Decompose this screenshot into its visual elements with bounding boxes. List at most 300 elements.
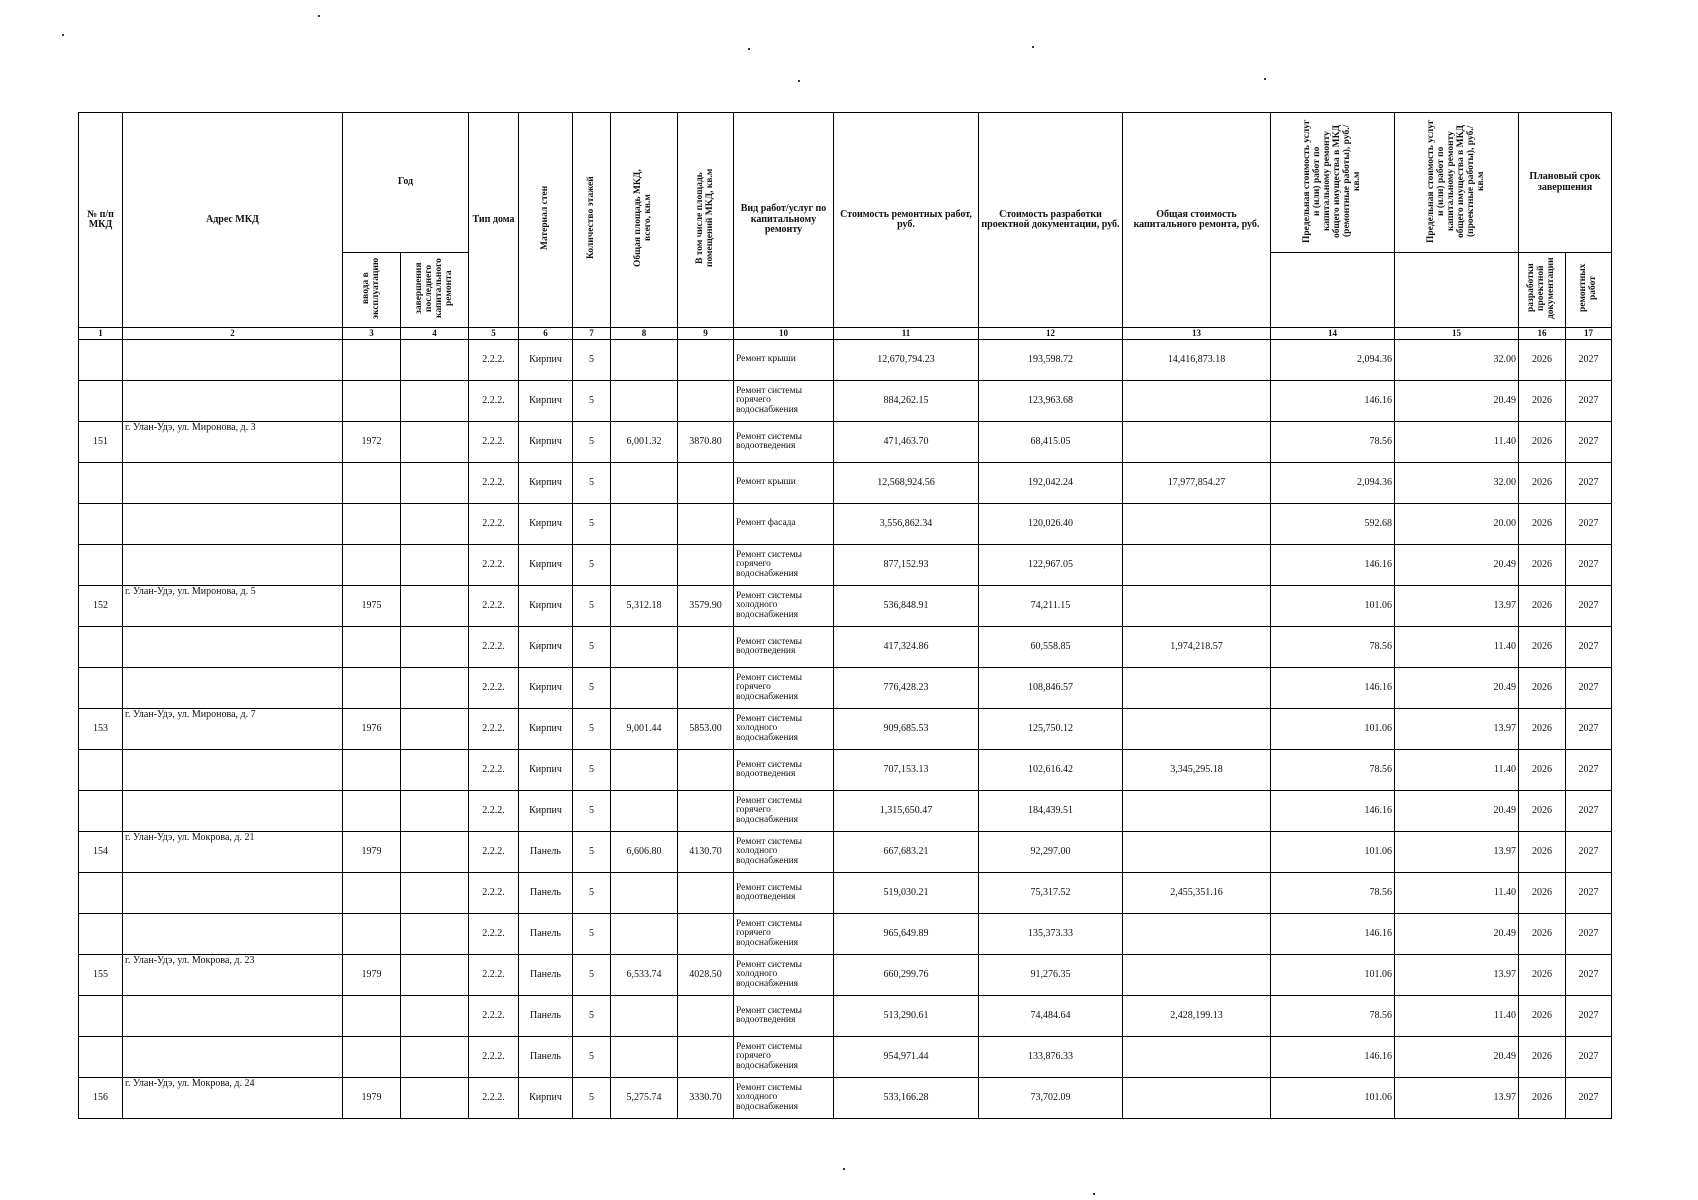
deadline-repair-cell: 2027: [1566, 422, 1612, 463]
floors-cell: 5: [573, 627, 611, 668]
total-cost-cell: 2,455,351.16: [1123, 873, 1271, 914]
repair-cost-cell: 1,315,650.47: [834, 791, 979, 832]
id-cell: [79, 791, 123, 832]
design-cost-cell: 91,276.35: [979, 955, 1123, 996]
deadline-design-cell: 2026: [1519, 832, 1566, 873]
premises-area-cell: [678, 791, 734, 832]
limit-design-cell: 11.40: [1395, 627, 1519, 668]
limit-repair-cell: 78.56: [1271, 422, 1395, 463]
total-cost-cell: 14,416,873.18: [1123, 340, 1271, 381]
address-cell: г. Улан-Удэ, ул. Мокрова, д. 21: [123, 832, 343, 873]
wall-material-cell: Панель: [519, 832, 573, 873]
premises-area-cell: 4130.70: [678, 832, 734, 873]
header-year: Год: [343, 113, 469, 253]
work-type-cell: Ремонт системы холодного водоснабжения: [734, 832, 834, 873]
limit-design-cell: 13.97: [1395, 955, 1519, 996]
table-row: [79, 873, 1612, 914]
limit-design-cell: 20.00: [1395, 504, 1519, 545]
total-area-cell: [611, 873, 678, 914]
deadline-repair-cell: 2027: [1566, 1078, 1612, 1119]
year-last-repair-cell: [401, 1037, 469, 1078]
wall-material-cell: Кирпич: [519, 1078, 573, 1119]
column-number-row: [79, 328, 1612, 340]
deadline-design-cell: 2026: [1519, 1037, 1566, 1078]
floors-cell: 5: [573, 709, 611, 750]
repair-cost-cell: 3,556,862.34: [834, 504, 979, 545]
limit-design-cell: 20.49: [1395, 545, 1519, 586]
limit-repair-cell: 146.16: [1271, 1037, 1395, 1078]
repair-cost-cell: 471,463.70: [834, 422, 979, 463]
id-cell: [79, 545, 123, 586]
year-last-repair-cell: [401, 340, 469, 381]
deadline-design-cell: 2026: [1519, 996, 1566, 1037]
address-cell: г. Улан-Удэ, ул. Миронова, д. 3: [123, 422, 343, 463]
address-cell: г. Улан-Удэ, ул. Миронова, д. 7: [123, 709, 343, 750]
repair-cost-cell: 533,166.28: [834, 1078, 979, 1119]
design-cost-cell: 192,042.24: [979, 463, 1123, 504]
limit-design-cell: 20.49: [1395, 381, 1519, 422]
deadline-repair-cell: 2027: [1566, 504, 1612, 545]
year-commission-cell: [343, 340, 401, 381]
deadline-repair-cell: 2027: [1566, 463, 1612, 504]
repair-cost-cell: 660,299.76: [834, 955, 979, 996]
address-cell: [123, 627, 343, 668]
address-cell: [123, 791, 343, 832]
limit-repair-cell: 146.16: [1271, 545, 1395, 586]
id-cell: [79, 914, 123, 955]
total-area-cell: [611, 340, 678, 381]
scan-speck: [748, 48, 750, 50]
floors-cell: 5: [573, 504, 611, 545]
id-cell: 156: [79, 1078, 123, 1119]
total-area-cell: 5,312.18: [611, 586, 678, 627]
deadline-repair-cell: 2027: [1566, 955, 1612, 996]
address-cell: [123, 504, 343, 545]
total-cost-cell: 3,345,295.18: [1123, 750, 1271, 791]
id-cell: [79, 668, 123, 709]
deadline-design-cell: 2026: [1519, 914, 1566, 955]
total-area-cell: 9,001.44: [611, 709, 678, 750]
limit-repair-cell: 101.06: [1271, 955, 1395, 996]
wall-material-cell: Кирпич: [519, 586, 573, 627]
deadline-design-cell: 2026: [1519, 340, 1566, 381]
column-number: 8: [611, 328, 678, 340]
floors-cell: 5: [573, 996, 611, 1037]
house-type-cell: 2.2.2.: [469, 627, 519, 668]
document-sheet: [78, 112, 1612, 1119]
year-commission-cell: 1972: [343, 422, 401, 463]
limit-design-cell: 20.49: [1395, 914, 1519, 955]
address-cell: [123, 545, 343, 586]
work-type-cell: Ремонт системы водоотведения: [734, 627, 834, 668]
limit-repair-cell: 101.06: [1271, 586, 1395, 627]
premises-area-cell: 5853.00: [678, 709, 734, 750]
column-number: 2: [123, 328, 343, 340]
floors-cell: 5: [573, 545, 611, 586]
wall-material-cell: Кирпич: [519, 627, 573, 668]
design-cost-cell: 125,750.12: [979, 709, 1123, 750]
deadline-design-cell: 2026: [1519, 586, 1566, 627]
deadline-repair-cell: 2027: [1566, 873, 1612, 914]
deadline-design-cell: 2026: [1519, 750, 1566, 791]
repair-cost-cell: 909,685.53: [834, 709, 979, 750]
floors-cell: 5: [573, 955, 611, 996]
design-cost-cell: 74,484.64: [979, 996, 1123, 1037]
total-cost-cell: [1123, 545, 1271, 586]
scan-speck: [1032, 46, 1034, 48]
table-row: [79, 381, 1612, 422]
id-cell: 155: [79, 955, 123, 996]
repair-cost-cell: 513,290.61: [834, 996, 979, 1037]
deadline-repair-cell: 2027: [1566, 1037, 1612, 1078]
header-address: Адрес МКД: [123, 113, 343, 328]
year-commission-cell: 1979: [343, 955, 401, 996]
deadline-repair-cell: 2027: [1566, 709, 1612, 750]
total-area-cell: [611, 791, 678, 832]
scan-speck: [843, 1168, 845, 1170]
id-cell: 154: [79, 832, 123, 873]
deadline-design-cell: 2026: [1519, 1078, 1566, 1119]
year-commission-cell: [343, 381, 401, 422]
header-total-area: Общая площадь МКД, всего, кв.м: [611, 113, 678, 328]
deadline-repair-cell: 2027: [1566, 545, 1612, 586]
header-floors: Количество этажей: [573, 113, 611, 328]
column-number: 12: [979, 328, 1123, 340]
wall-material-cell: Кирпич: [519, 381, 573, 422]
work-type-cell: Ремонт системы холодного водоснабжения: [734, 709, 834, 750]
house-type-cell: 2.2.2.: [469, 914, 519, 955]
total-area-cell: [611, 914, 678, 955]
year-last-repair-cell: [401, 873, 469, 914]
design-cost-cell: 68,415.05: [979, 422, 1123, 463]
deadline-repair-cell: 2027: [1566, 668, 1612, 709]
year-last-repair-cell: [401, 914, 469, 955]
house-type-cell: 2.2.2.: [469, 832, 519, 873]
design-cost-cell: 135,373.33: [979, 914, 1123, 955]
repair-cost-cell: 776,428.23: [834, 668, 979, 709]
column-number: 10: [734, 328, 834, 340]
year-last-repair-cell: [401, 381, 469, 422]
limit-design-cell: 11.40: [1395, 996, 1519, 1037]
premises-area-cell: [678, 381, 734, 422]
floors-cell: 5: [573, 422, 611, 463]
design-cost-cell: 133,876.33: [979, 1037, 1123, 1078]
design-cost-cell: 102,616.42: [979, 750, 1123, 791]
deadline-design-cell: 2026: [1519, 545, 1566, 586]
address-cell: [123, 668, 343, 709]
premises-area-cell: 3579.90: [678, 586, 734, 627]
header-total-cost: Общая стоимость капитального ремонта, руб.: [1123, 113, 1271, 328]
total-cost-cell: [1123, 1037, 1271, 1078]
wall-material-cell: Кирпич: [519, 422, 573, 463]
table-row: [79, 668, 1612, 709]
column-number: 1: [79, 328, 123, 340]
table-row: [79, 504, 1612, 545]
work-type-cell: Ремонт системы водоотведения: [734, 996, 834, 1037]
floors-cell: 5: [573, 750, 611, 791]
floors-cell: 5: [573, 832, 611, 873]
limit-design-cell: 32.00: [1395, 340, 1519, 381]
column-number: 15: [1395, 328, 1519, 340]
address-cell: [123, 463, 343, 504]
address-cell: [123, 340, 343, 381]
year-commission-cell: [343, 873, 401, 914]
deadline-design-cell: 2026: [1519, 873, 1566, 914]
house-type-cell: 2.2.2.: [469, 463, 519, 504]
wall-material-cell: Кирпич: [519, 709, 573, 750]
house-type-cell: 2.2.2.: [469, 791, 519, 832]
wall-material-cell: Панель: [519, 873, 573, 914]
design-cost-cell: 73,702.09: [979, 1078, 1123, 1119]
house-type-cell: 2.2.2.: [469, 1037, 519, 1078]
deadline-design-cell: 2026: [1519, 381, 1566, 422]
premises-area-cell: [678, 627, 734, 668]
id-cell: [79, 627, 123, 668]
header-repair-cost: Стоимость ремонтных работ, руб.: [834, 113, 979, 328]
limit-design-cell: 20.49: [1395, 791, 1519, 832]
year-commission-cell: [343, 996, 401, 1037]
year-last-repair-cell: [401, 463, 469, 504]
limit-design-cell: 32.00: [1395, 463, 1519, 504]
design-cost-cell: 108,846.57: [979, 668, 1123, 709]
repair-cost-cell: 954,971.44: [834, 1037, 979, 1078]
premises-area-cell: 3330.70: [678, 1078, 734, 1119]
house-type-cell: 2.2.2.: [469, 381, 519, 422]
repair-cost-cell: 707,153.13: [834, 750, 979, 791]
total-cost-cell: [1123, 504, 1271, 545]
id-cell: 152: [79, 586, 123, 627]
repair-cost-cell: 12,568,924.56: [834, 463, 979, 504]
premises-area-cell: [678, 996, 734, 1037]
house-type-cell: 2.2.2.: [469, 873, 519, 914]
year-commission-cell: [343, 504, 401, 545]
premises-area-cell: [678, 545, 734, 586]
id-cell: 153: [79, 709, 123, 750]
table-row: [79, 791, 1612, 832]
wall-material-cell: Панель: [519, 955, 573, 996]
total-cost-cell: [1123, 914, 1271, 955]
total-area-cell: [611, 996, 678, 1037]
premises-area-cell: [678, 750, 734, 791]
premises-area-cell: [678, 668, 734, 709]
header-wall-material: Материал стен: [519, 113, 573, 328]
year-commission-cell: 1979: [343, 832, 401, 873]
limit-repair-cell: 146.16: [1271, 914, 1395, 955]
id-cell: [79, 1037, 123, 1078]
year-commission-cell: 1976: [343, 709, 401, 750]
floors-cell: 5: [573, 791, 611, 832]
limit-repair-cell: 146.16: [1271, 381, 1395, 422]
total-cost-cell: 17,977,854.27: [1123, 463, 1271, 504]
design-cost-cell: 193,598.72: [979, 340, 1123, 381]
column-number: 11: [834, 328, 979, 340]
year-commission-cell: [343, 914, 401, 955]
table-row: [79, 955, 1612, 996]
header-deadline-design: разработки проектной документации: [1519, 253, 1566, 328]
id-cell: [79, 381, 123, 422]
design-cost-cell: 75,317.52: [979, 873, 1123, 914]
limit-repair-cell: 78.56: [1271, 627, 1395, 668]
table-row: [79, 914, 1612, 955]
floors-cell: 5: [573, 1078, 611, 1119]
house-type-cell: 2.2.2.: [469, 340, 519, 381]
year-last-repair-cell: [401, 750, 469, 791]
design-cost-cell: 120,026.40: [979, 504, 1123, 545]
limit-repair-cell: 101.06: [1271, 709, 1395, 750]
total-area-cell: [611, 504, 678, 545]
deadline-design-cell: 2026: [1519, 627, 1566, 668]
column-number: 16: [1519, 328, 1566, 340]
deadline-design-cell: 2026: [1519, 955, 1566, 996]
address-cell: [123, 873, 343, 914]
work-type-cell: Ремонт фасада: [734, 504, 834, 545]
total-cost-cell: [1123, 791, 1271, 832]
work-type-cell: Ремонт системы горячего водоснабжения: [734, 914, 834, 955]
year-commission-cell: 1975: [343, 586, 401, 627]
premises-area-cell: [678, 914, 734, 955]
scan-speck: [1093, 1193, 1095, 1195]
work-type-cell: Ремонт системы холодного водоснабжения: [734, 586, 834, 627]
year-last-repair-cell: [401, 1078, 469, 1119]
wall-material-cell: Кирпич: [519, 545, 573, 586]
header-work-type: Вид работ/услуг по капитальному ремонту: [734, 113, 834, 328]
header-premises-area: В том числе площадь помещений МКД, кв.м: [678, 113, 734, 328]
total-area-cell: [611, 668, 678, 709]
table-row: [79, 340, 1612, 381]
table-row: [79, 627, 1612, 668]
limit-design-cell: 20.49: [1395, 1037, 1519, 1078]
floors-cell: 5: [573, 463, 611, 504]
address-cell: [123, 996, 343, 1037]
work-type-cell: Ремонт крыши: [734, 463, 834, 504]
header-deadline-repair: ремонтных работ: [1566, 253, 1612, 328]
total-cost-cell: 1,974,218.57: [1123, 627, 1271, 668]
header-design-cost: Стоимость разработки проектной документации, руб.: [979, 113, 1123, 328]
premises-area-cell: [678, 504, 734, 545]
limit-repair-cell: 78.56: [1271, 750, 1395, 791]
design-cost-cell: 60,558.85: [979, 627, 1123, 668]
year-commission-cell: [343, 463, 401, 504]
design-cost-cell: 122,967.05: [979, 545, 1123, 586]
premises-area-cell: [678, 873, 734, 914]
total-cost-cell: [1123, 709, 1271, 750]
column-number: 6: [519, 328, 573, 340]
limit-design-cell: 20.49: [1395, 668, 1519, 709]
limit-repair-cell: 146.16: [1271, 668, 1395, 709]
address-cell: г. Улан-Удэ, ул. Мокрова, д. 24: [123, 1078, 343, 1119]
year-last-repair-cell: [401, 504, 469, 545]
year-last-repair-cell: [401, 422, 469, 463]
house-type-cell: 2.2.2.: [469, 996, 519, 1037]
id-cell: [79, 463, 123, 504]
work-type-cell: Ремонт системы горячего водоснабжения: [734, 545, 834, 586]
deadline-design-cell: 2026: [1519, 668, 1566, 709]
limit-repair-cell: 592.68: [1271, 504, 1395, 545]
deadline-repair-cell: 2027: [1566, 340, 1612, 381]
address-cell: [123, 750, 343, 791]
limit-design-cell: 13.97: [1395, 832, 1519, 873]
design-cost-cell: 92,297.00: [979, 832, 1123, 873]
house-type-cell: 2.2.2.: [469, 709, 519, 750]
deadline-design-cell: 2026: [1519, 504, 1566, 545]
year-commission-cell: [343, 750, 401, 791]
scan-speck: [62, 34, 64, 36]
deadline-design-cell: 2026: [1519, 422, 1566, 463]
header-house-type: Тип дома: [469, 113, 519, 328]
deadline-design-cell: 2026: [1519, 709, 1566, 750]
wall-material-cell: Панель: [519, 996, 573, 1037]
floors-cell: 5: [573, 668, 611, 709]
floors-cell: 5: [573, 1037, 611, 1078]
header-deadline: Плановый срок завершения: [1519, 113, 1612, 253]
wall-material-cell: Кирпич: [519, 504, 573, 545]
scan-speck: [318, 15, 320, 17]
deadline-repair-cell: 2027: [1566, 586, 1612, 627]
year-last-repair-cell: [401, 545, 469, 586]
total-cost-cell: [1123, 1078, 1271, 1119]
total-area-cell: [611, 463, 678, 504]
year-commission-cell: 1979: [343, 1078, 401, 1119]
wall-material-cell: Кирпич: [519, 791, 573, 832]
total-area-cell: [611, 627, 678, 668]
header-year-commission: ввода в эксплуатацию: [343, 253, 401, 328]
limit-design-cell: 11.40: [1395, 873, 1519, 914]
limit-design-cell: 11.40: [1395, 750, 1519, 791]
total-area-cell: [611, 750, 678, 791]
premises-area-cell: 4028.50: [678, 955, 734, 996]
year-last-repair-cell: [401, 955, 469, 996]
deadline-repair-cell: 2027: [1566, 996, 1612, 1037]
total-area-cell: 6,001.32: [611, 422, 678, 463]
total-cost-cell: [1123, 422, 1271, 463]
limit-repair-cell: 101.06: [1271, 832, 1395, 873]
column-number: 3: [343, 328, 401, 340]
limit-design-cell: 13.97: [1395, 1078, 1519, 1119]
design-cost-cell: 123,963.68: [979, 381, 1123, 422]
column-number: 5: [469, 328, 519, 340]
total-cost-cell: [1123, 586, 1271, 627]
work-type-cell: Ремонт системы холодного водоснабжения: [734, 955, 834, 996]
header-num: № п/п МКД: [79, 113, 123, 328]
work-type-cell: Ремонт системы горячего водоснабжения: [734, 1037, 834, 1078]
limit-repair-cell: 2,094.36: [1271, 340, 1395, 381]
total-cost-cell: 2,428,199.13: [1123, 996, 1271, 1037]
limit-repair-cell: 146.16: [1271, 791, 1395, 832]
id-cell: [79, 873, 123, 914]
year-commission-cell: [343, 791, 401, 832]
house-type-cell: 2.2.2.: [469, 545, 519, 586]
wall-material-cell: Кирпич: [519, 463, 573, 504]
address-cell: [123, 914, 343, 955]
work-type-cell: Ремонт системы горячего водоснабжения: [734, 381, 834, 422]
scan-speck: [1264, 78, 1266, 80]
header-limit-design: Предельная стоимость услуг и (или) работ по капитальному ремонту общего имущества в МКД (проектные работы), руб./кв.м: [1395, 113, 1519, 253]
address-cell: [123, 1037, 343, 1078]
column-number: 9: [678, 328, 734, 340]
premises-area-cell: [678, 463, 734, 504]
header-limit-repair: Предельная стоимость услуг и (или) работ по капитальному ремонту общего имущества в МКД (ремонтные работы), руб./кв.м: [1271, 113, 1395, 253]
total-cost-cell: [1123, 668, 1271, 709]
limit-repair-cell: 101.06: [1271, 1078, 1395, 1119]
house-type-cell: 2.2.2.: [469, 586, 519, 627]
total-cost-cell: [1123, 832, 1271, 873]
deadline-design-cell: 2026: [1519, 463, 1566, 504]
table-row: [79, 709, 1612, 750]
total-cost-cell: [1123, 955, 1271, 996]
limit-design-cell: 13.97: [1395, 709, 1519, 750]
floors-cell: 5: [573, 873, 611, 914]
table-row: [79, 750, 1612, 791]
